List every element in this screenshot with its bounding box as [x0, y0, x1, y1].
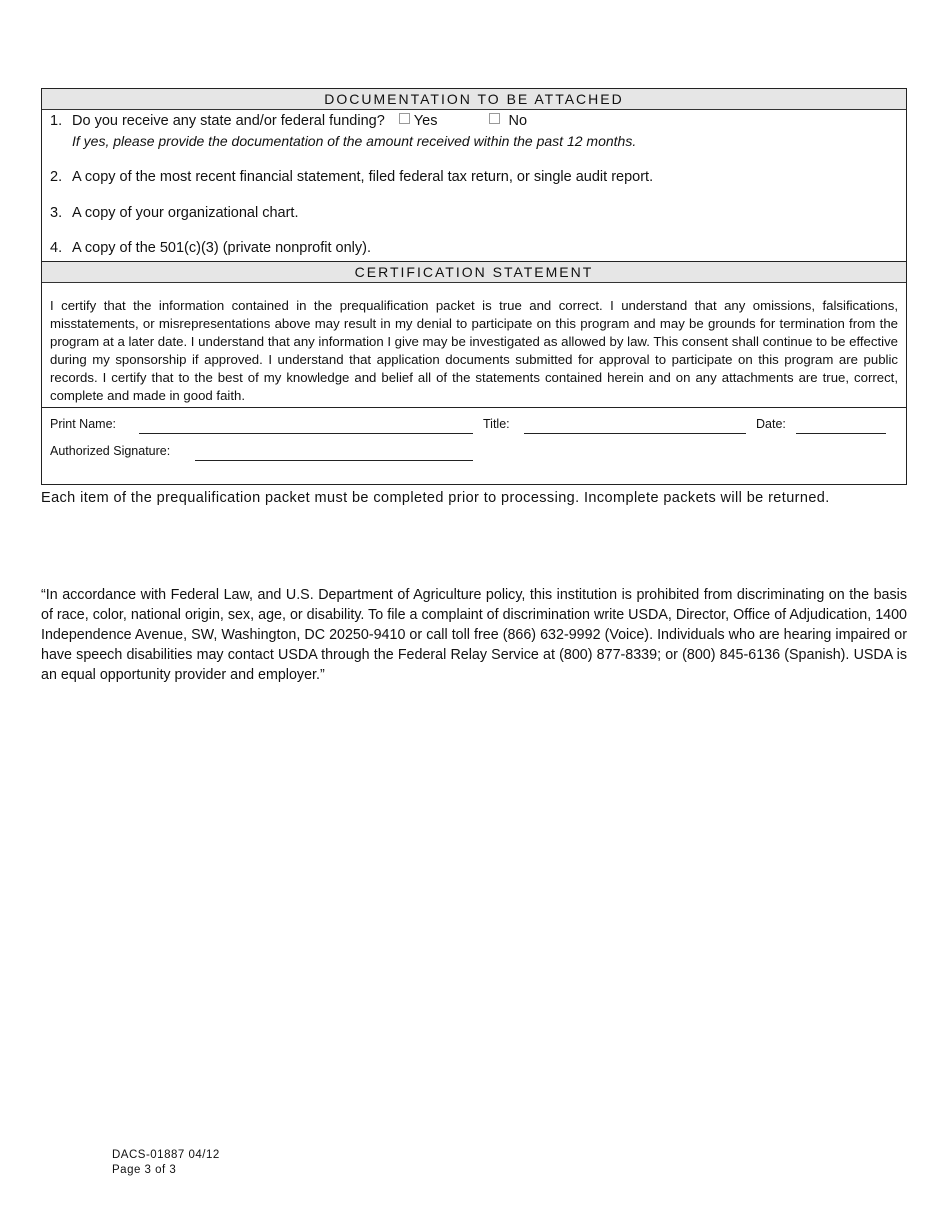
doc-item-number: 4.: [50, 240, 63, 256]
print-name-field[interactable]: [139, 433, 473, 434]
doc-item-3: [50, 205, 299, 221]
doc-item-text: Do you receive any state and/or federal funding?: [72, 113, 385, 129]
form-id: DACS-01887 04/12: [112, 1149, 220, 1161]
completion-note: Each item of the prequalification packet must be completed prior to processing. Incomplete packets will be returned.: [41, 490, 830, 506]
doc-item-number: 1.: [50, 113, 63, 129]
doc-item-number: 3.: [50, 205, 63, 221]
authorized-signature-field[interactable]: [195, 460, 473, 461]
usda-nondiscrimination-statement: “In accordance with Federal Law, and U.S. Department of Agriculture policy, this institution is prohibited from discriminating on the basis of race, color, national origin, sex, age, or disability. To file a complaint of discrimination write USDA, Director, Office of Adjudication, 1400 Independence Avenue, SW, Washington, DC 20250-9410 or call toll free (866) 632-9992 (Voice). Individuals who are hearing impaired or have speech disabilities may contact USDA through the Federal Relay Service at (800) 877-8339; or (800) 845-6136 (Spanish). USDA is an equal opportunity provider and employer.”: [41, 587, 907, 683]
certification-header: CERTIFICATION STATEMENT: [42, 261, 906, 283]
date-label: Date:: [756, 417, 786, 431]
doc-item-text: A copy of your organizational chart.: [72, 205, 299, 221]
doc-item-2: [50, 169, 653, 185]
title-field[interactable]: [524, 433, 746, 434]
print-name-label: Print Name:: [50, 417, 116, 431]
title-label: Title:: [483, 417, 510, 431]
yes-checkbox[interactable]: [399, 113, 410, 124]
no-label: No: [508, 113, 528, 129]
documentation-header: DOCUMENTATION TO BE ATTACHED: [42, 89, 906, 110]
doc-item-text: A copy of the 501(c)(3) (private nonprofit only).: [72, 240, 372, 256]
certification-text: I certify that the information contained in the prequalification packet is true and correct. I understand that any omissions, falsifications, misstatements, or misrepresentations above may result in my denial to participate on this program and may be grounds for termination from the program at a later date. I understand that any information I give may be investigated as allowed by law. This consent shall continue to be effective during my sponsorship if approved. I understand that application documents submitted for approval to participate on this program are public records. I certify that to the best of my knowledge and belief all of the statements contained herein and on any attachments are true, correct, complete and made in good faith.: [50, 298, 898, 403]
funding-note: If yes, please provide the documentation of the amount received within the past 12 months.: [72, 133, 637, 149]
page-number: Page 3 of 3: [112, 1164, 177, 1176]
doc-item-text: A copy of the most recent financial statement, filed federal tax return, or single audit report.: [72, 169, 654, 185]
doc-item-4: [50, 240, 371, 256]
doc-item-1: [50, 113, 527, 129]
yes-label: Yes: [413, 113, 438, 129]
form-box: [41, 88, 907, 485]
no-checkbox[interactable]: [489, 113, 500, 124]
signature-divider: [42, 407, 906, 408]
form-footer: [112, 1148, 220, 1178]
date-field[interactable]: [796, 433, 886, 434]
doc-item-number: 2.: [50, 169, 63, 185]
authorized-signature-label: Authorized Signature:: [50, 444, 171, 458]
